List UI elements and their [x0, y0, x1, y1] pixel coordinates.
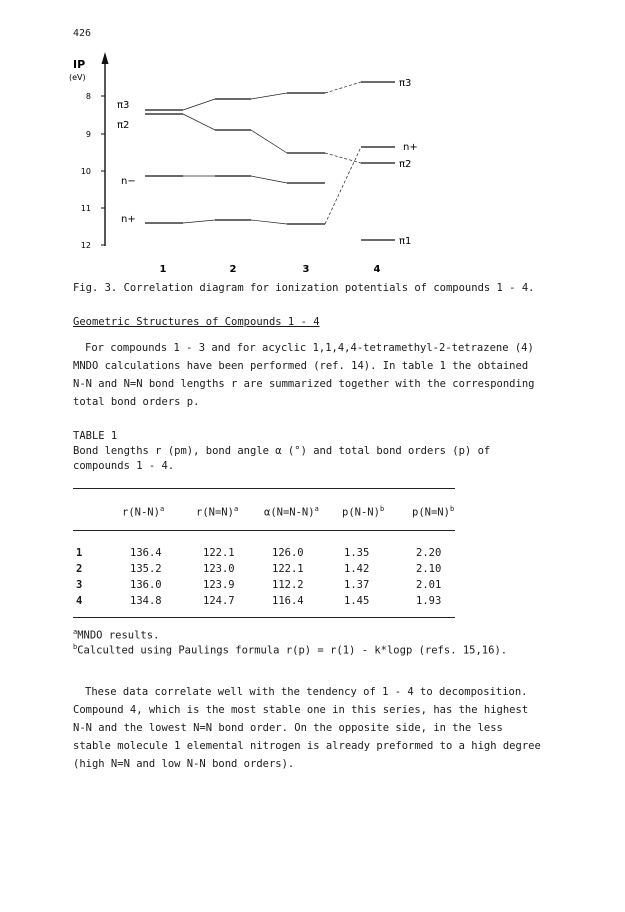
compound-label: 2 — [229, 264, 237, 275]
footnote-a: $^a$MNDO results. — [73, 628, 160, 642]
paragraph: For compounds 1 - 3 and for acyclic 1,1,4,4-tetramethyl-2-tetrazene (4) MNDO calculations have been performed (ref. 14). In table 1 the obtained N-N and N=N bond lengths r are summarized together with the corresponding total bond orders p. — [73, 342, 535, 408]
paragraph: These data correlate well with the tendency of 1 - 4 to decomposition. Compound 4, which is the most stable one in this series, has the highest N-N and the lowest N=N bond order. On the opposite side, in the less stable molecule 1 elemental nitrogen is already preformed to a high degree (high N=N and low N-N bond orders). — [73, 686, 541, 770]
table-cell: 122.1 — [272, 563, 304, 575]
compound-label: 3 — [302, 264, 310, 275]
table-cell: 3 — [76, 579, 83, 591]
table-cell: 2.01 — [416, 579, 442, 591]
column-header: α(N=N-N)$^a$ — [264, 505, 319, 519]
table-cell: 116.4 — [272, 595, 304, 607]
table-title-block — [73, 429, 543, 474]
table-cell: 126.0 — [272, 547, 304, 559]
orbital-label: π3 — [117, 100, 130, 111]
table-cell: 4 — [76, 595, 83, 607]
page-number: 426 — [73, 28, 92, 39]
table-cell: 123.0 — [203, 563, 235, 575]
section-heading: Geometric Structures of Compounds 1 - 4 — [73, 316, 320, 328]
table-cell: 122.1 — [203, 547, 235, 559]
table-caption: Bond lengths r (pm), bond angle α (°) and total bond orders (p) of compounds 1 - 4. — [73, 445, 491, 472]
y-tick-label: 12 — [80, 241, 91, 250]
table-cell: 1 — [76, 547, 83, 559]
orbital-label: π3 — [399, 78, 412, 89]
compound-labels — [160, 264, 381, 275]
table-cell: 1.42 — [344, 563, 370, 575]
table-cell: 1.93 — [416, 595, 442, 607]
y-tick-label: 11 — [80, 204, 91, 213]
table-label: TABLE 1 — [73, 430, 118, 442]
column-header: p(N=N)$^b$ — [412, 505, 455, 519]
table-cell: 134.8 — [130, 595, 162, 607]
table-cell: 124.7 — [203, 595, 235, 607]
y-ticks — [81, 92, 105, 250]
table-top-rule — [73, 488, 455, 489]
table-bottom-rule — [73, 617, 455, 618]
y-tick-label: 9 — [85, 130, 91, 139]
y-axis-arrow — [102, 52, 109, 64]
table-cell: 136.4 — [130, 547, 162, 559]
table-cell: 2 — [76, 563, 83, 575]
orbital-label: π1 — [399, 236, 412, 247]
figure-caption: Fig. 3. Correlation diagram for ionization potentials of compounds 1 - 4. — [73, 282, 535, 294]
table-cell: 135.2 — [130, 563, 162, 575]
y-tick-label: 8 — [85, 92, 91, 101]
orbital-label: π2 — [117, 120, 130, 131]
compound-label: 1 — [159, 264, 167, 275]
table-cell: 1.37 — [344, 579, 370, 591]
table-cell: 1.35 — [344, 547, 370, 559]
column-header: r(N=N)$^a$ — [196, 505, 239, 519]
footnote-b: $^b$Calculted using Paulings formula r(p) = r(1) - k*logp (refs. 15,16). — [73, 643, 508, 657]
table-cell: 2.20 — [416, 547, 442, 559]
correlation-diagram — [55, 50, 435, 280]
correlation-lines — [183, 82, 361, 224]
orbital-label: n− — [121, 176, 136, 187]
ip-label: IP — [73, 58, 86, 71]
column-header: $p(N-N)^b$ — [342, 505, 385, 519]
energy-levels — [145, 82, 395, 240]
table-header-rule — [73, 530, 455, 531]
table-cell: 2.10 — [416, 563, 442, 575]
compound-label: 4 — [373, 264, 381, 275]
table-cell: 123.9 — [203, 579, 235, 591]
column-header: $r(N-N)^a$ — [122, 505, 165, 519]
unit-label: (eV) — [69, 73, 86, 82]
orbital-label: n+ — [121, 214, 136, 225]
orbital-label: π2 — [399, 159, 412, 170]
table-cell: 136.0 — [130, 579, 162, 591]
table-cell: 112.2 — [272, 579, 304, 591]
table-cell: 1.45 — [344, 595, 370, 607]
y-tick-label: 10 — [80, 167, 91, 176]
orbital-label: n+ — [403, 142, 418, 153]
